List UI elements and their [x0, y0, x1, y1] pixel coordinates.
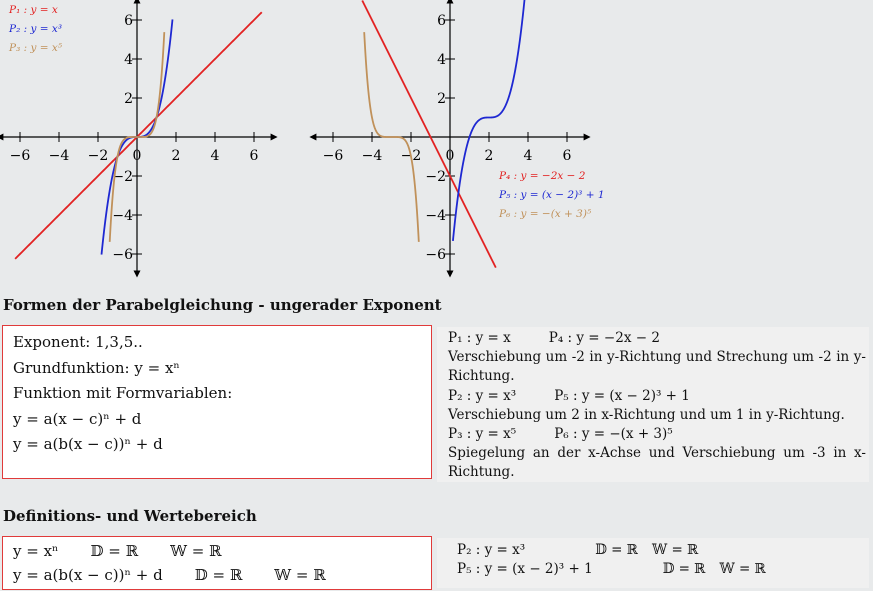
y-axis-arrow [134, 0, 141, 4]
graph-left-legend [9, 1, 62, 58]
box-line-form-variables: Funktion mit Formvariablen: [13, 384, 233, 402]
y-tick-label: −2 [112, 169, 133, 185]
x-tick-label: −2 [87, 148, 109, 164]
x-tick-label: 0 [132, 148, 142, 164]
y-tick-label: 4 [124, 52, 133, 68]
legend-p3: P₃ : y = x⁵ [9, 42, 63, 54]
box-line-formula-1: y = a(x − c)ⁿ + d [13, 409, 142, 428]
x-axis-arrow [584, 134, 591, 141]
x-axis-arrow [0, 134, 3, 141]
legend-p4: P₄ : y = −2x − 2 [499, 170, 586, 182]
x-tick-label: 4 [210, 148, 220, 164]
y-tick-label: −4 [112, 208, 133, 224]
x-axis-arrow [309, 134, 316, 141]
x-tick-label: 0 [445, 148, 455, 164]
box-line-exponent: Exponent: 1,3,5.. [13, 333, 143, 351]
y-tick-label: −4 [425, 208, 446, 224]
box-line-formula-2: y = a(b(x − c))ⁿ + d [13, 435, 163, 453]
y-axis-arrow [134, 271, 141, 278]
domain-example-row: P₅ : y = (x − 2)³ + 1 𝔻 = ℝ 𝕎 = ℝ [457, 561, 766, 578]
domain-example-row: P₂ : y = x³ 𝔻 = ℝ 𝕎 = ℝ [457, 542, 699, 558]
box-line-basic-function: Grundfunktion: y = xⁿ [13, 358, 180, 377]
summary-box-domain-range [2, 536, 432, 590]
x-tick-label: 4 [523, 148, 533, 164]
x-tick-label: 2 [484, 148, 494, 164]
y-tick-label: −6 [425, 247, 446, 263]
x-tick-label: −6 [322, 148, 344, 164]
x-tick-label: 6 [249, 148, 259, 164]
x-tick-label: −4 [48, 148, 70, 164]
curve-p4 [362, 1, 496, 268]
y-tick-label: 6 [124, 13, 133, 29]
domain-row: y = xⁿ 𝔻 = ℝ 𝕎 = ℝ [13, 542, 222, 560]
domain-row: y = a(b(x − c))ⁿ + d 𝔻 = ℝ 𝕎 = ℝ [13, 566, 326, 584]
y-tick-label: 6 [437, 13, 446, 29]
summary-box-forms [2, 325, 432, 479]
x-tick-label: −6 [9, 148, 31, 164]
example-eq-row: P₁ : y = x P₄ : y = −2x − 2 [448, 330, 660, 346]
examples-panel [437, 327, 869, 482]
y-axis-arrow [447, 271, 454, 278]
x-tick-label: −2 [400, 148, 422, 164]
section-title-forms: Formen der Parabelgleichung - ungerader Exponent [3, 296, 442, 314]
legend-p2: P₂ : y = x³ [9, 23, 63, 35]
y-tick-label: 2 [437, 91, 446, 107]
y-tick-label: 4 [437, 52, 446, 68]
domain-examples-panel [437, 538, 869, 588]
section-title-domain-range: Definitions- und Wertebereich [3, 507, 257, 525]
legend-p6: P₆ : y = −(x + 3)⁵ [499, 208, 592, 220]
graph-curves [362, 0, 524, 268]
y-tick-label: −6 [112, 247, 133, 263]
y-tick-label: 2 [124, 91, 133, 107]
example-description: Verschiebung um -2 in y-Richtung und Strechung um -2 in y-Richtung. [448, 349, 866, 385]
x-tick-label: 2 [171, 148, 181, 164]
y-tick-label: −2 [425, 169, 446, 185]
legend-p1: P₁ : y = x [9, 4, 58, 16]
graph-axes [309, 0, 590, 278]
legend-p5: P₅ : y = (x − 2)³ + 1 [499, 189, 605, 201]
example-description: Spiegelung an der x-Achse und Verschiebung um -3 in x-Richtung. [448, 445, 866, 481]
x-tick-label: 6 [562, 148, 572, 164]
x-axis-arrow [271, 134, 278, 141]
y-axis-arrow [447, 0, 454, 4]
graph-right-legend [499, 167, 605, 224]
example-description: Verschiebung um 2 in x-Richtung und um 1 in y-Richtung. [448, 406, 845, 423]
x-tick-label: −4 [361, 148, 383, 164]
graph-transformed-functions [300, 0, 600, 290]
example-eq-row: P₃ : y = x⁵ P₆ : y = −(x + 3)⁵ [448, 426, 673, 443]
example-eq-row: P₂ : y = x³ P₅ : y = (x − 2)³ + 1 [448, 387, 690, 404]
